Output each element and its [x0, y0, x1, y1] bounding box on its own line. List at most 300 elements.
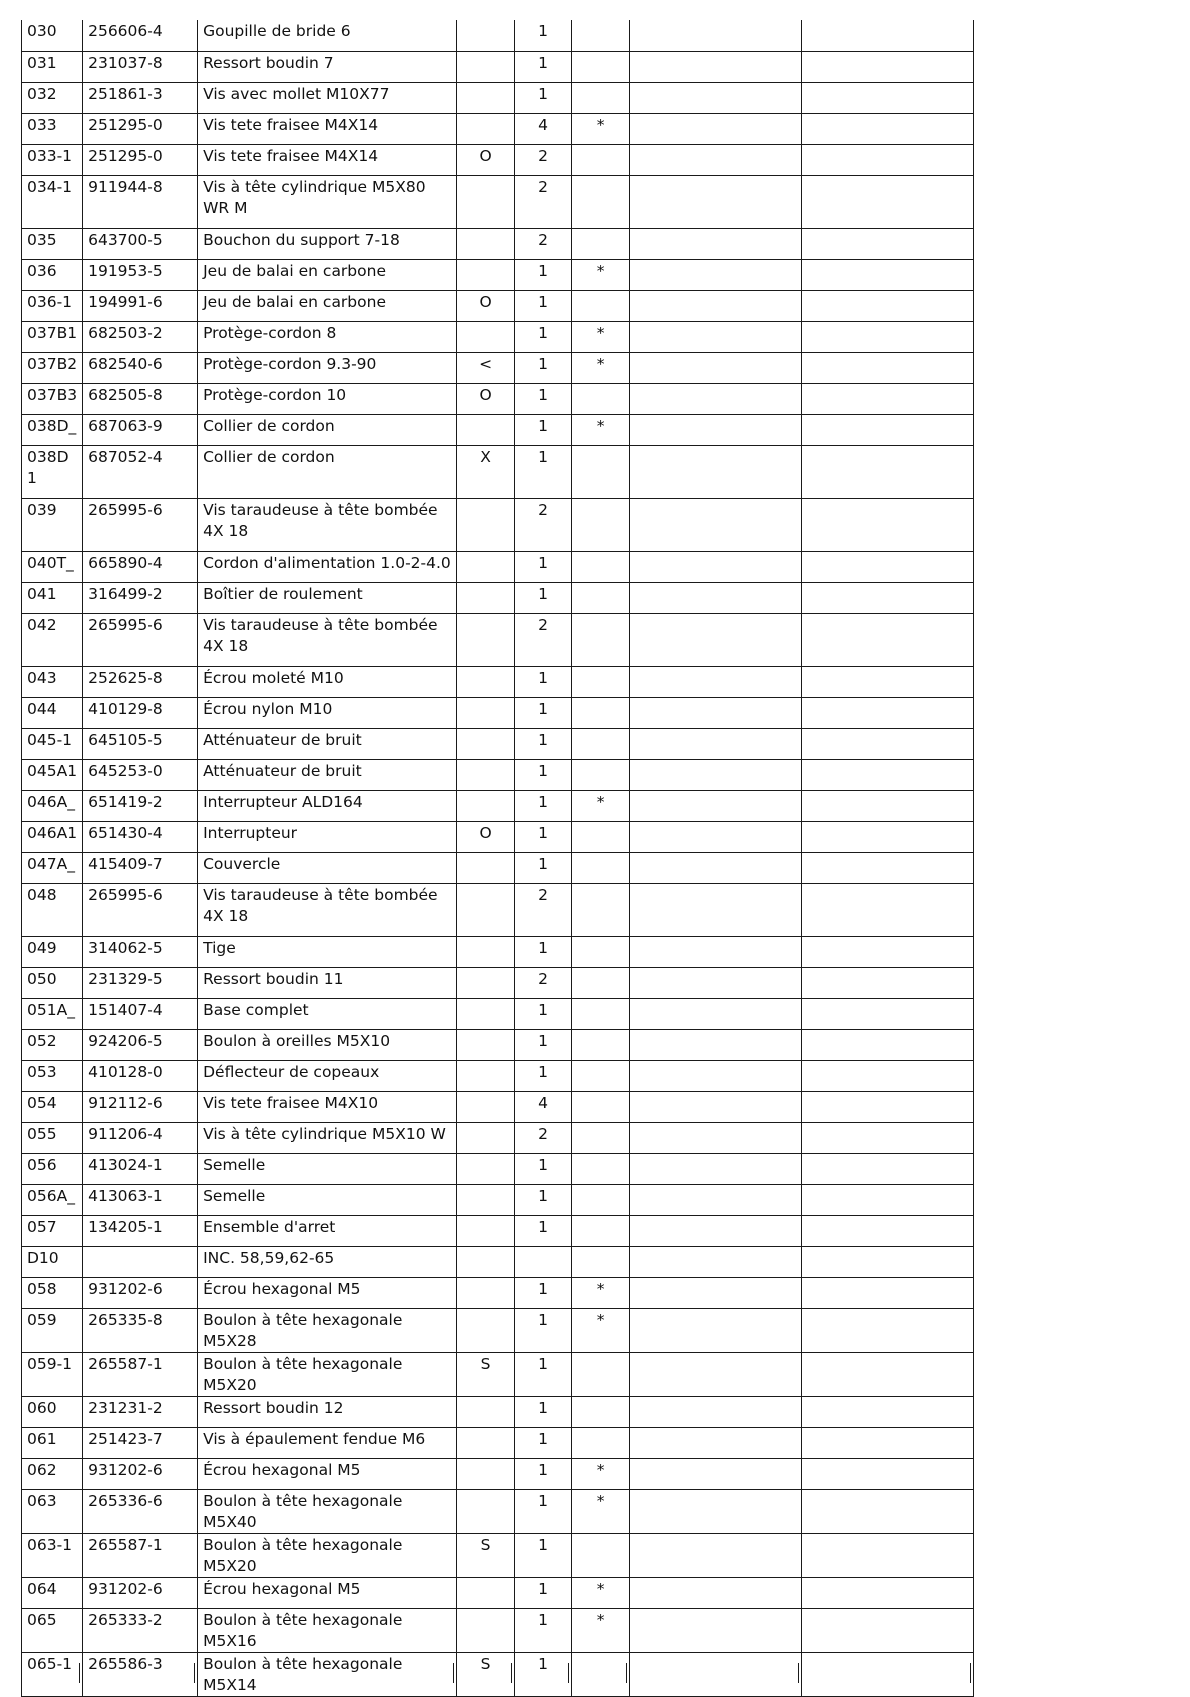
marker-cell	[572, 1246, 630, 1277]
note-code-cell	[457, 175, 515, 228]
empty-cell	[630, 1091, 802, 1122]
note-code-cell	[457, 1246, 515, 1277]
table-row	[22, 1153, 974, 1184]
empty-cell	[630, 1215, 802, 1246]
empty-cell	[630, 1029, 802, 1060]
description-cell: Écrou nylon M10	[198, 697, 457, 728]
empty-cell	[630, 1608, 802, 1652]
reference-cell: 413024-1	[83, 1153, 198, 1184]
reference-cell: 251295-0	[83, 144, 198, 175]
part-number-cell: 063	[22, 1489, 83, 1533]
empty-cell	[802, 1215, 974, 1246]
empty-cell	[630, 1489, 802, 1533]
marker-cell	[572, 1122, 630, 1153]
empty-cell	[802, 1277, 974, 1308]
quantity-cell: 1	[515, 790, 572, 821]
marker-cell	[572, 144, 630, 175]
reference-cell: 251861-3	[83, 82, 198, 113]
reference-cell: 687052-4	[83, 445, 198, 498]
quantity-cell: 1	[515, 1608, 572, 1652]
note-code-cell	[457, 1458, 515, 1489]
note-code-cell	[457, 697, 515, 728]
part-number-cell: 044	[22, 697, 83, 728]
part-number-cell: 051A_	[22, 998, 83, 1029]
marker-cell	[572, 1215, 630, 1246]
table-row	[22, 1427, 974, 1458]
description-cell: Jeu de balai en carbone	[198, 290, 457, 321]
quantity-cell: 2	[515, 967, 572, 998]
note-code-cell	[457, 1029, 515, 1060]
table-row	[22, 321, 974, 352]
quantity-cell: 1	[515, 759, 572, 790]
part-number-cell: 045A1	[22, 759, 83, 790]
empty-cell	[630, 790, 802, 821]
empty-cell	[630, 82, 802, 113]
description-cell: Vis à épaulement fendue M6	[198, 1427, 457, 1458]
part-number-cell: 057	[22, 1215, 83, 1246]
description-cell: Jeu de balai en carbone	[198, 259, 457, 290]
marker-cell: *	[572, 113, 630, 144]
empty-cell	[630, 51, 802, 82]
empty-cell	[802, 51, 974, 82]
part-number-cell: 031	[22, 51, 83, 82]
table-row	[22, 51, 974, 82]
reference-cell: 231231-2	[83, 1396, 198, 1427]
parts-list-page	[21, 20, 974, 1697]
table-row	[22, 1060, 974, 1091]
reference-cell: 265587-1	[83, 1533, 198, 1577]
note-code-cell	[457, 936, 515, 967]
note-code-cell	[457, 1060, 515, 1091]
empty-cell	[630, 1427, 802, 1458]
marker-cell	[572, 883, 630, 936]
quantity-cell: 1	[515, 936, 572, 967]
reference-cell: 912112-6	[83, 1091, 198, 1122]
reference-cell: 924206-5	[83, 1029, 198, 1060]
description-cell: Boulon à tête hexagonale M5X20	[198, 1533, 457, 1577]
part-number-cell: 048	[22, 883, 83, 936]
description-cell: Semelle	[198, 1184, 457, 1215]
empty-cell	[630, 759, 802, 790]
marker-cell	[572, 998, 630, 1029]
description-cell: Vis tete fraisee M4X14	[198, 113, 457, 144]
note-code-cell	[457, 321, 515, 352]
quantity-cell: 1	[515, 1533, 572, 1577]
quantity-cell: 4	[515, 113, 572, 144]
marker-cell	[572, 383, 630, 414]
table-row	[22, 20, 974, 51]
note-code-cell	[457, 1396, 515, 1427]
part-number-cell: 065	[22, 1608, 83, 1652]
reference-cell: 251295-0	[83, 113, 198, 144]
reference-cell: 314062-5	[83, 936, 198, 967]
table-continuation	[21, 1663, 970, 1683]
table-row	[22, 666, 974, 697]
description-cell: Vis à tête cylindrique M5X10 W	[198, 1122, 457, 1153]
part-number-cell: 039	[22, 498, 83, 551]
quantity-cell	[515, 1246, 572, 1277]
part-number-cell: 042	[22, 613, 83, 666]
table-row	[22, 1396, 974, 1427]
table-row	[22, 1308, 974, 1352]
reference-cell: 191953-5	[83, 259, 198, 290]
table-row	[22, 228, 974, 259]
marker-cell	[572, 1091, 630, 1122]
empty-cell	[802, 1608, 974, 1652]
part-number-cell: 061	[22, 1427, 83, 1458]
note-code-cell	[457, 414, 515, 445]
description-cell: Boulon à tête hexagonale M5X20	[198, 1352, 457, 1396]
description-cell: Goupille de bride 6	[198, 20, 457, 51]
reference-cell: 231037-8	[83, 51, 198, 82]
reference-cell: 651430-4	[83, 821, 198, 852]
table-row	[22, 967, 974, 998]
description-cell: Tige	[198, 936, 457, 967]
description-cell: Protège-cordon 10	[198, 383, 457, 414]
empty-cell	[802, 613, 974, 666]
part-number-cell: 033-1	[22, 144, 83, 175]
reference-cell: 134205-1	[83, 1215, 198, 1246]
marker-cell	[572, 936, 630, 967]
reference-cell: 911206-4	[83, 1122, 198, 1153]
table-row	[22, 290, 974, 321]
quantity-cell: 1	[515, 1153, 572, 1184]
empty-cell	[802, 383, 974, 414]
empty-cell	[630, 383, 802, 414]
empty-cell	[630, 551, 802, 582]
empty-cell	[802, 1060, 974, 1091]
note-code-cell: <	[457, 352, 515, 383]
part-number-cell: 038D 1	[22, 445, 83, 498]
description-cell: Vis tete fraisee M4X10	[198, 1091, 457, 1122]
table-row	[22, 582, 974, 613]
part-number-cell: 063-1	[22, 1533, 83, 1577]
quantity-cell: 1	[515, 352, 572, 383]
part-number-cell: 064	[22, 1577, 83, 1608]
table-row	[22, 1122, 974, 1153]
part-number-cell: 060	[22, 1396, 83, 1427]
note-code-cell	[457, 666, 515, 697]
note-code-cell	[457, 759, 515, 790]
marker-cell	[572, 228, 630, 259]
marker-cell	[572, 967, 630, 998]
description-cell: Ressort boudin 7	[198, 51, 457, 82]
note-code-cell	[457, 883, 515, 936]
marker-cell	[572, 697, 630, 728]
part-number-cell: 040T_	[22, 551, 83, 582]
description-cell: Écrou hexagonal M5	[198, 1458, 457, 1489]
marker-cell	[572, 20, 630, 51]
description-cell: Ensemble d'arret	[198, 1215, 457, 1246]
description-cell: Boulon à tête hexagonale M5X14	[198, 1652, 457, 1696]
part-number-cell: 058	[22, 1277, 83, 1308]
quantity-cell: 2	[515, 883, 572, 936]
empty-cell	[630, 1153, 802, 1184]
reference-cell: 410129-8	[83, 697, 198, 728]
empty-cell	[802, 1396, 974, 1427]
note-code-cell	[457, 1577, 515, 1608]
reference-cell: 651419-2	[83, 790, 198, 821]
empty-cell	[802, 883, 974, 936]
marker-cell	[572, 821, 630, 852]
empty-cell	[802, 144, 974, 175]
part-number-cell: 036	[22, 259, 83, 290]
table-row	[22, 1608, 974, 1652]
empty-cell	[630, 582, 802, 613]
empty-cell	[630, 728, 802, 759]
part-number-cell: 032	[22, 82, 83, 113]
reference-cell: 265587-1	[83, 1352, 198, 1396]
quantity-cell: 1	[515, 290, 572, 321]
note-code-cell: S	[457, 1652, 515, 1696]
description-cell: Collier de cordon	[198, 414, 457, 445]
quantity-cell: 2	[515, 175, 572, 228]
quantity-cell: 4	[515, 1091, 572, 1122]
marker-cell	[572, 1153, 630, 1184]
marker-cell	[572, 175, 630, 228]
empty-cell	[802, 582, 974, 613]
table-row	[22, 82, 974, 113]
part-number-cell: 047A_	[22, 852, 83, 883]
table-row	[22, 821, 974, 852]
empty-cell	[630, 144, 802, 175]
empty-cell	[802, 1427, 974, 1458]
part-number-cell: 046A_	[22, 790, 83, 821]
marker-cell	[572, 1396, 630, 1427]
quantity-cell: 1	[515, 1652, 572, 1696]
part-number-cell: 053	[22, 1060, 83, 1091]
empty-cell	[802, 445, 974, 498]
note-code-cell	[457, 613, 515, 666]
note-code-cell	[457, 1184, 515, 1215]
table-row	[22, 852, 974, 883]
note-code-cell: O	[457, 290, 515, 321]
reference-cell: 151407-4	[83, 998, 198, 1029]
description-cell: Interrupteur	[198, 821, 457, 852]
empty-cell	[802, 1458, 974, 1489]
reference-cell: 645105-5	[83, 728, 198, 759]
table-row	[22, 728, 974, 759]
reference-cell: 194991-6	[83, 290, 198, 321]
empty-cell	[802, 259, 974, 290]
empty-cell	[802, 666, 974, 697]
empty-cell	[802, 551, 974, 582]
marker-cell	[572, 666, 630, 697]
description-cell: Couvercle	[198, 852, 457, 883]
reference-cell: 931202-6	[83, 1458, 198, 1489]
quantity-cell: 1	[515, 1277, 572, 1308]
empty-cell	[802, 821, 974, 852]
empty-cell	[630, 883, 802, 936]
description-cell: Boulon à oreilles M5X10	[198, 1029, 457, 1060]
part-number-cell: 049	[22, 936, 83, 967]
marker-cell	[572, 613, 630, 666]
part-number-cell: 050	[22, 967, 83, 998]
note-code-cell	[457, 998, 515, 1029]
empty-cell	[802, 1122, 974, 1153]
empty-cell	[802, 790, 974, 821]
table-row	[22, 551, 974, 582]
empty-cell	[630, 666, 802, 697]
parts-table-body	[22, 20, 974, 1696]
description-cell: Vis à tête cylindrique M5X80 WR M	[198, 175, 457, 228]
part-number-cell: 037B1	[22, 321, 83, 352]
quantity-cell: 1	[515, 1458, 572, 1489]
empty-cell	[802, 175, 974, 228]
reference-cell: 410128-0	[83, 1060, 198, 1091]
marker-cell: *	[572, 790, 630, 821]
description-cell: Base complet	[198, 998, 457, 1029]
empty-cell	[630, 1060, 802, 1091]
empty-cell	[802, 1352, 974, 1396]
marker-cell: *	[572, 1458, 630, 1489]
note-code-cell	[457, 551, 515, 582]
quantity-cell: 2	[515, 498, 572, 551]
note-code-cell	[457, 1427, 515, 1458]
quantity-cell: 1	[515, 551, 572, 582]
marker-cell: *	[572, 321, 630, 352]
quantity-cell: 1	[515, 582, 572, 613]
note-code-cell	[457, 728, 515, 759]
description-cell: Boulon à tête hexagonale M5X16	[198, 1608, 457, 1652]
quantity-cell: 2	[515, 1122, 572, 1153]
note-code-cell: O	[457, 821, 515, 852]
reference-cell	[83, 1246, 198, 1277]
empty-cell	[630, 821, 802, 852]
marker-cell	[572, 759, 630, 790]
part-number-cell: 036-1	[22, 290, 83, 321]
quantity-cell: 1	[515, 259, 572, 290]
description-cell: Vis taraudeuse à tête bombée 4X 18	[198, 883, 457, 936]
part-number-cell: 059	[22, 1308, 83, 1352]
empty-cell	[802, 852, 974, 883]
quantity-cell: 1	[515, 1489, 572, 1533]
note-code-cell	[457, 82, 515, 113]
empty-cell	[802, 82, 974, 113]
part-number-cell: 037B3	[22, 383, 83, 414]
quantity-cell: 1	[515, 821, 572, 852]
quantity-cell: 1	[515, 414, 572, 445]
table-row	[22, 936, 974, 967]
empty-cell	[630, 1246, 802, 1277]
quantity-cell: 1	[515, 1352, 572, 1396]
table-row	[22, 1029, 974, 1060]
marker-cell	[572, 852, 630, 883]
empty-cell	[630, 1122, 802, 1153]
part-number-cell: 043	[22, 666, 83, 697]
parts-table	[21, 20, 974, 1697]
note-code-cell	[457, 1308, 515, 1352]
reference-cell: 931202-6	[83, 1577, 198, 1608]
marker-cell	[572, 551, 630, 582]
description-cell: Boulon à tête hexagonale M5X28	[198, 1308, 457, 1352]
empty-cell	[630, 1458, 802, 1489]
empty-cell	[630, 1533, 802, 1577]
part-number-cell: 056	[22, 1153, 83, 1184]
marker-cell	[572, 582, 630, 613]
empty-cell	[630, 445, 802, 498]
empty-cell	[802, 1184, 974, 1215]
description-cell: Semelle	[198, 1153, 457, 1184]
empty-cell	[630, 1308, 802, 1352]
note-code-cell	[457, 1091, 515, 1122]
empty-cell	[802, 290, 974, 321]
empty-cell	[630, 852, 802, 883]
empty-cell	[802, 228, 974, 259]
part-number-cell: 062	[22, 1458, 83, 1489]
empty-cell	[802, 1153, 974, 1184]
description-cell: Déflecteur de copeaux	[198, 1060, 457, 1091]
note-code-cell	[457, 51, 515, 82]
note-code-cell	[457, 1608, 515, 1652]
table-row	[22, 1091, 974, 1122]
marker-cell	[572, 1533, 630, 1577]
quantity-cell: 2	[515, 228, 572, 259]
description-cell: INC. 58,59,62-65	[198, 1246, 457, 1277]
quantity-cell: 1	[515, 1029, 572, 1060]
part-number-cell: 037B2	[22, 352, 83, 383]
reference-cell: 911944-8	[83, 175, 198, 228]
marker-cell	[572, 51, 630, 82]
empty-cell	[802, 936, 974, 967]
reference-cell: 265335-8	[83, 1308, 198, 1352]
part-number-cell: D10	[22, 1246, 83, 1277]
empty-cell	[802, 1577, 974, 1608]
empty-cell	[630, 228, 802, 259]
part-number-cell: 030	[22, 20, 83, 51]
quantity-cell: 1	[515, 51, 572, 82]
description-cell: Bouchon du support 7-18	[198, 228, 457, 259]
quantity-cell: 1	[515, 1577, 572, 1608]
quantity-cell: 1	[515, 1427, 572, 1458]
marker-cell: *	[572, 414, 630, 445]
empty-cell	[802, 1246, 974, 1277]
empty-cell	[802, 1091, 974, 1122]
marker-cell	[572, 728, 630, 759]
description-cell: Vis tete fraisee M4X14	[198, 144, 457, 175]
empty-cell	[802, 1308, 974, 1352]
table-row	[22, 1577, 974, 1608]
empty-cell	[630, 175, 802, 228]
note-code-cell	[457, 1122, 515, 1153]
description-cell: Vis taraudeuse à tête bombée 4X 18	[198, 613, 457, 666]
empty-cell	[802, 321, 974, 352]
table-row	[22, 383, 974, 414]
note-code-cell	[457, 259, 515, 290]
marker-cell	[572, 1184, 630, 1215]
empty-cell	[802, 414, 974, 445]
quantity-cell: 1	[515, 852, 572, 883]
reference-cell: 265336-6	[83, 1489, 198, 1533]
quantity-cell: 1	[515, 383, 572, 414]
empty-cell	[630, 998, 802, 1029]
quantity-cell: 1	[515, 1060, 572, 1091]
table-row	[22, 445, 974, 498]
description-cell: Ressort boudin 11	[198, 967, 457, 998]
description-cell: Écrou moleté M10	[198, 666, 457, 697]
marker-cell: *	[572, 1489, 630, 1533]
reference-cell: 265995-6	[83, 883, 198, 936]
description-cell: Vis taraudeuse à tête bombée 4X 18	[198, 498, 457, 551]
note-code-cell: S	[457, 1352, 515, 1396]
part-number-cell: 034-1	[22, 175, 83, 228]
table-row	[22, 697, 974, 728]
note-code-cell	[457, 20, 515, 51]
quantity-cell: 1	[515, 1215, 572, 1246]
empty-cell	[802, 1029, 974, 1060]
marker-cell: *	[572, 352, 630, 383]
part-number-cell: 065-1	[22, 1652, 83, 1696]
